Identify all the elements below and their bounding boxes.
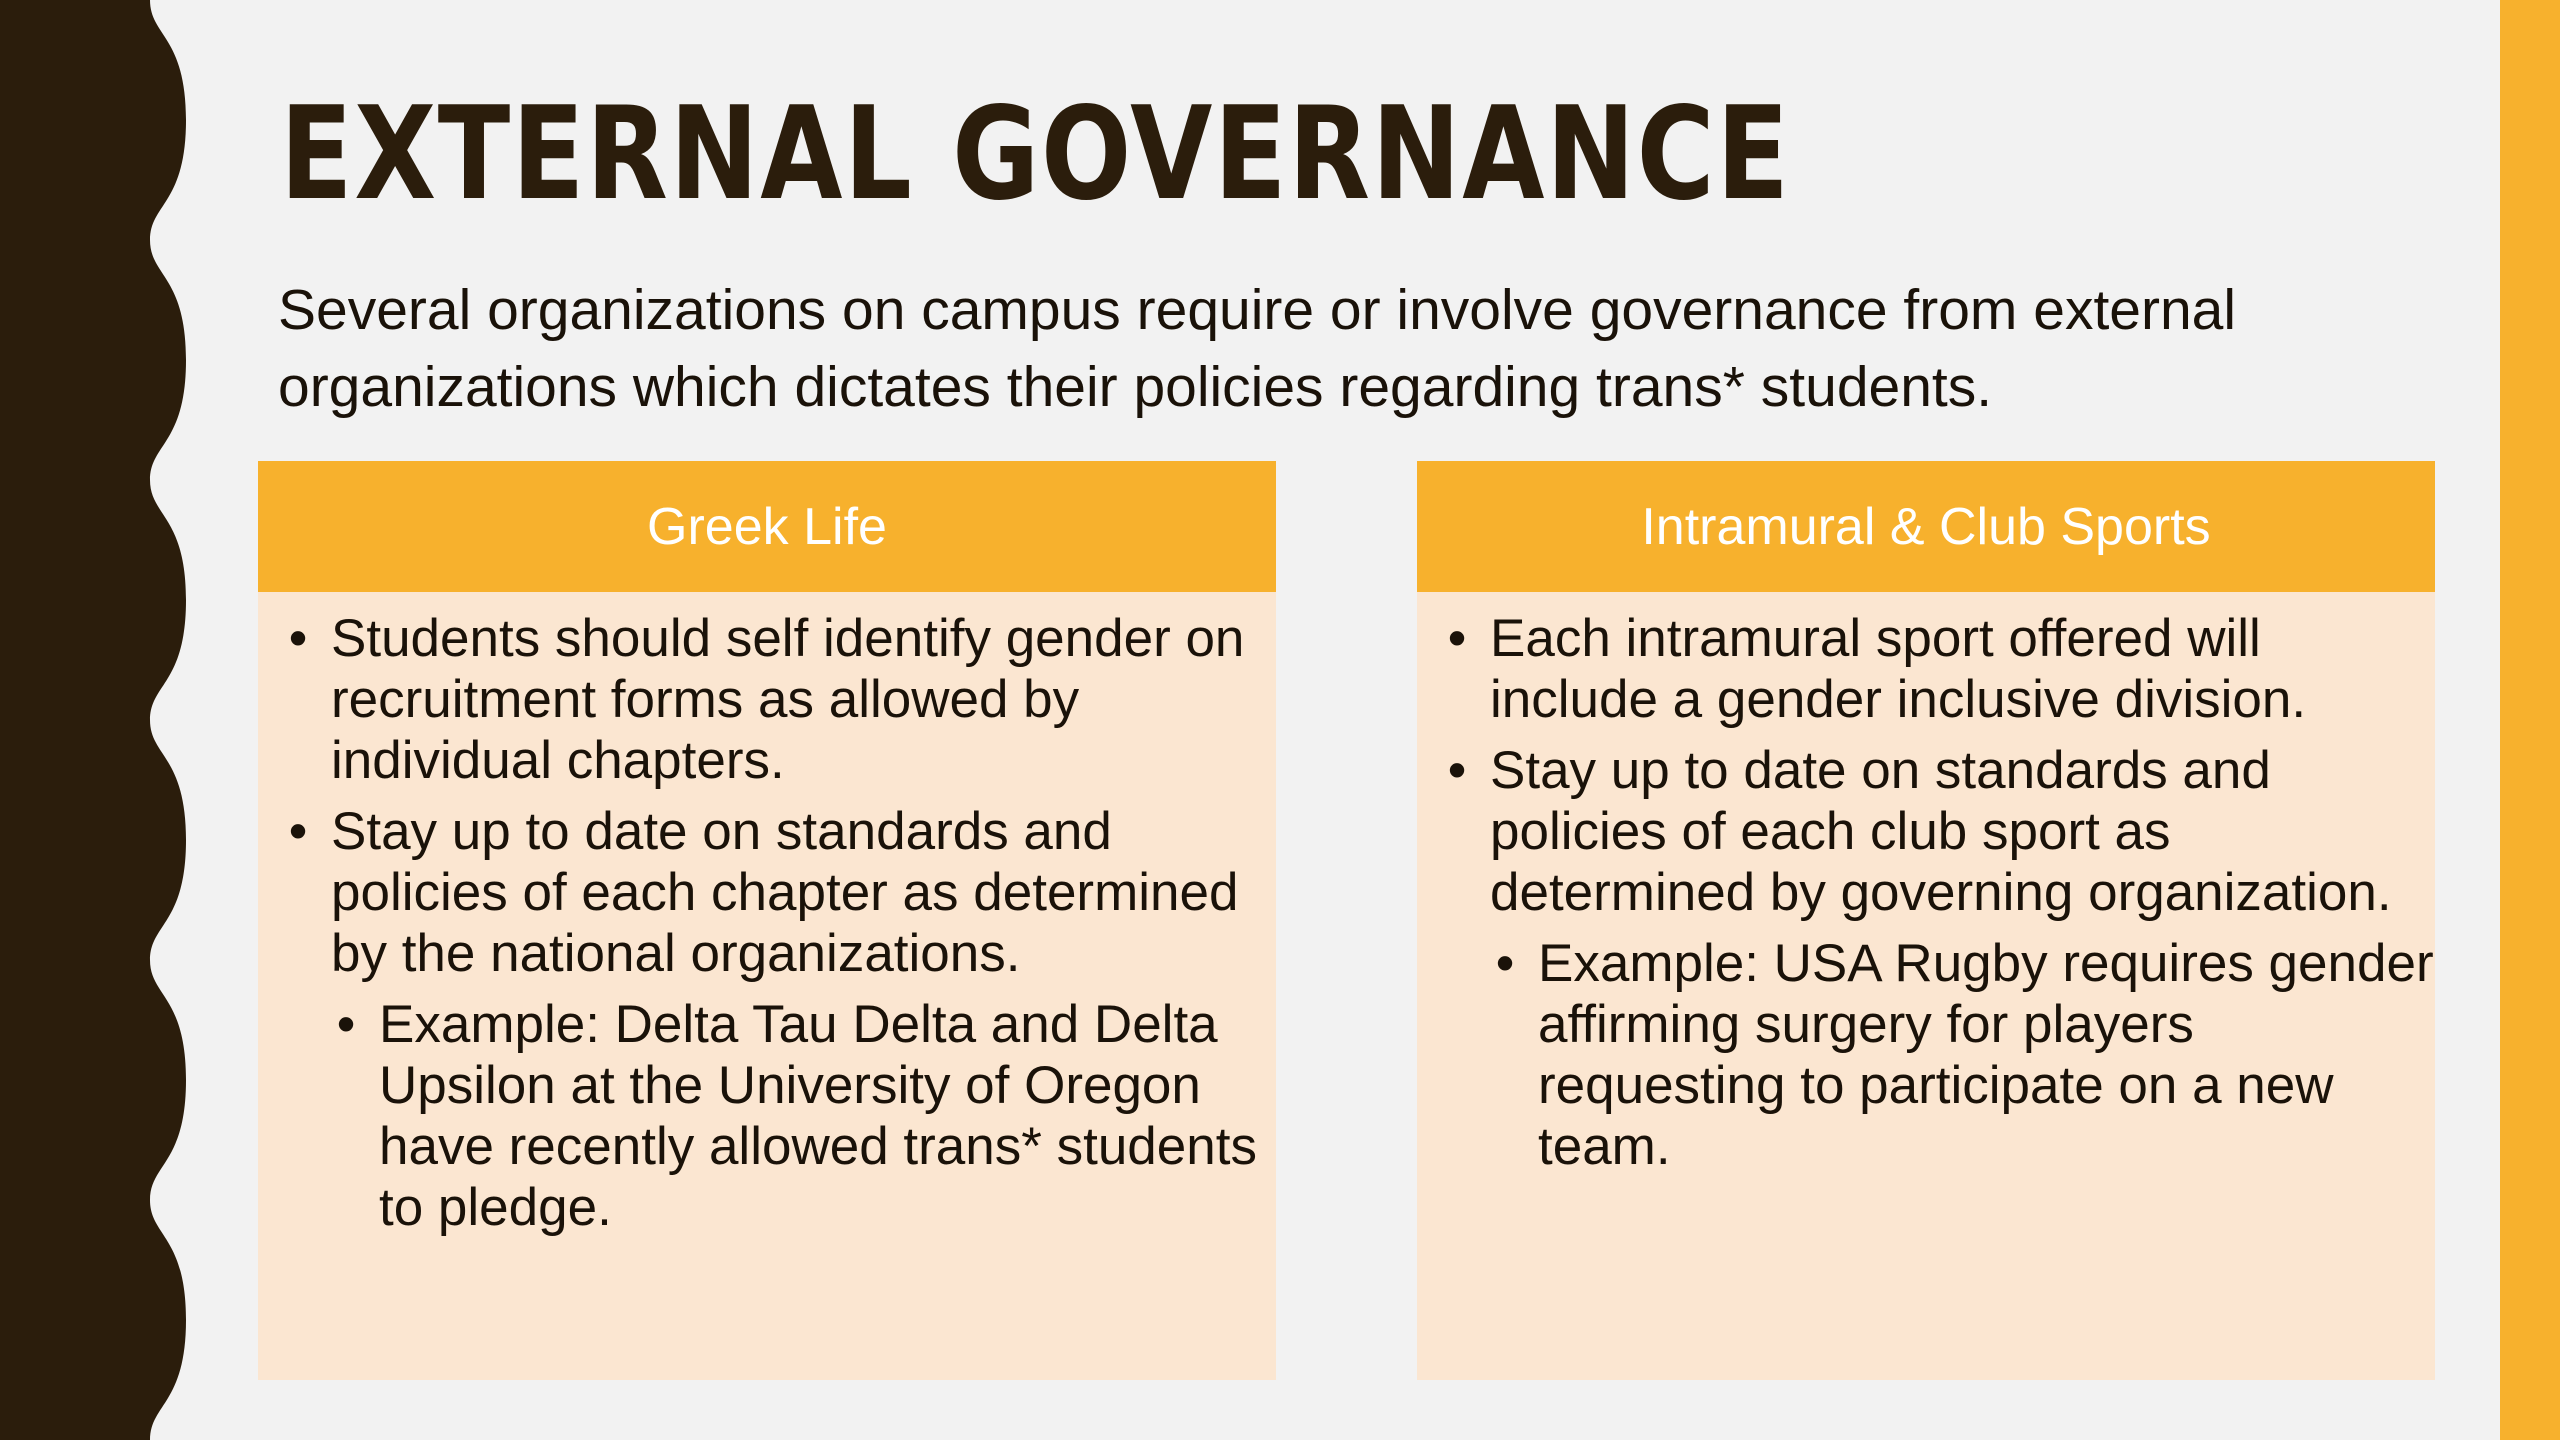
sub-bullet-item: [258, 994, 1276, 1238]
bullet-dot-icon: •: [288, 609, 308, 668]
bullet-text: Each intramural sport offered will include a gender inclusive division.: [1490, 609, 2307, 729]
intro-paragraph: Several organizations on campus require or involve governance from external organizations which dictates their policies regarding trans* students.: [278, 278, 2237, 419]
bullet-text: Stay up to date on standards and policies of each chapter as determined by the national organizations.: [331, 802, 1239, 983]
card-intramural-club-sports: [1417, 461, 2435, 1380]
bullet-item: [258, 801, 1276, 984]
bullet-text: Students should self identify gender on recruitment forms as allowed by individual chapters.: [331, 609, 1245, 790]
bullet-text: Stay up to date on standards and policies of each club sport as determined by governing organization.: [1490, 741, 2392, 922]
bullet-item: [1417, 608, 2435, 730]
bullet-dot-icon: •: [1447, 609, 1467, 668]
card-header: Intramural & Club Sports: [1417, 461, 2435, 592]
bullet-item: [258, 608, 1276, 791]
right-accent-stripe: [2500, 0, 2560, 1440]
card-body: [258, 592, 1276, 1380]
bullet-dot-icon: •: [1447, 741, 1467, 800]
slide-title: EXTERNAL GOVERNANCE: [280, 80, 1791, 229]
wave-decoration: [0, 0, 186, 1440]
wavy-left-band: [0, 0, 200, 1440]
bullet-dot-icon: •: [336, 995, 356, 1054]
bullet-text: Example: Delta Tau Delta and Delta Upsilon at the University of Oregon have recently allowed trans* students to pledge.: [379, 995, 1257, 1237]
bullet-text: Example: USA Rugby requires gender affirming surgery for players requesting to participate on a new team.: [1538, 934, 2434, 1176]
card-body: [1417, 592, 2435, 1380]
bullet-list: [1417, 608, 2435, 1177]
bullet-item: [1417, 740, 2435, 923]
sub-bullet-item: [1417, 933, 2435, 1177]
card-greek-life: [258, 461, 1276, 1380]
card-header: Greek Life: [258, 461, 1276, 592]
bullet-dot-icon: •: [1495, 934, 1515, 993]
bullet-list: [258, 608, 1276, 1238]
bullet-dot-icon: •: [288, 802, 308, 861]
